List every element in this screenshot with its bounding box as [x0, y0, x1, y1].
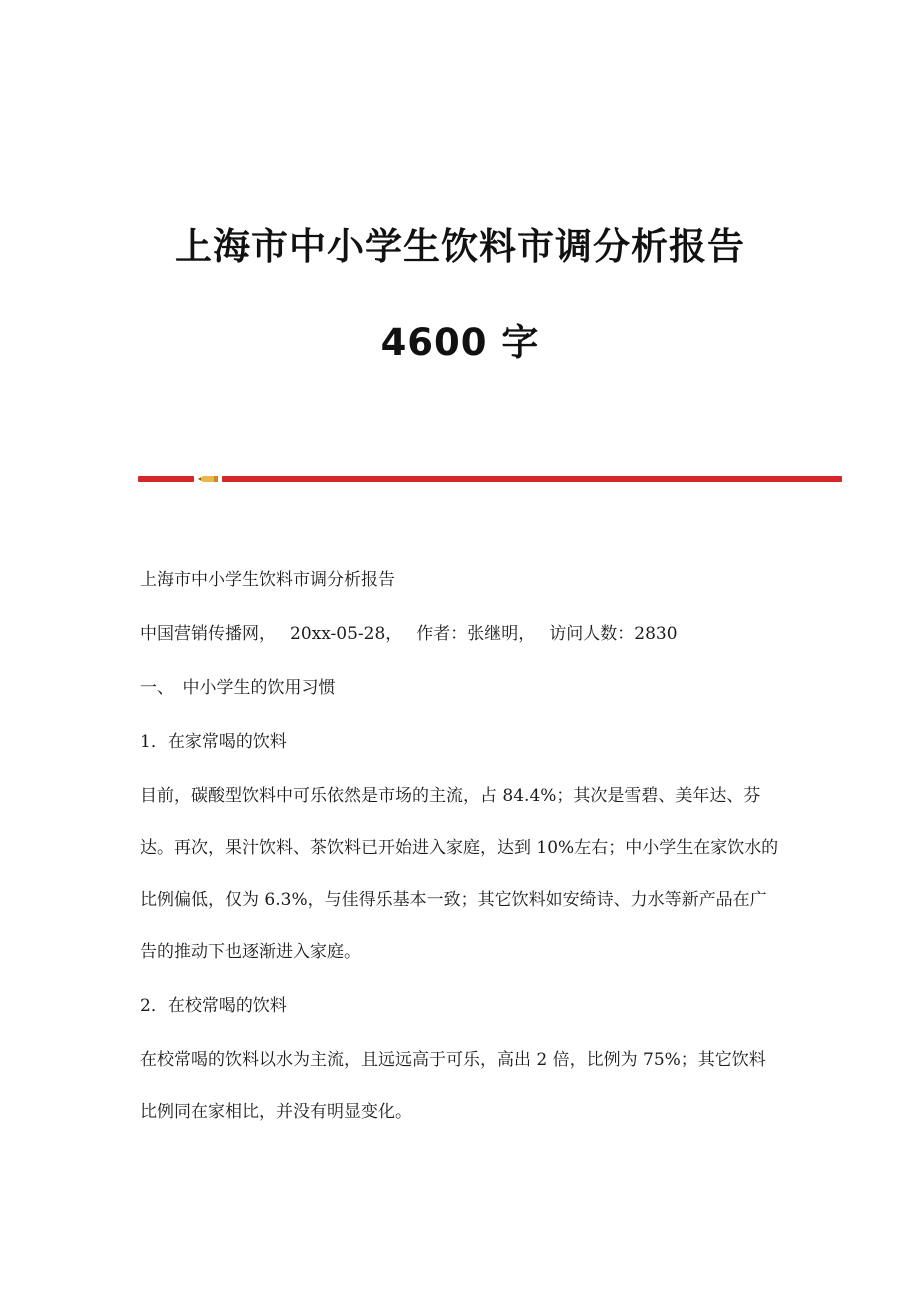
meta-source: 中国营销传播网， — [140, 624, 276, 644]
divider-right-segment — [222, 476, 842, 482]
paragraph-home-drinks: 目前，碳酸型饮料中可乐依然是市场的主流，占 84.4%；其次是雪碧、美年达、芬达。再次，果汁饮料、茶饮料已开始进入家庭，达到 10%左右；中小学生在家饮水的比例偏低，仅为 6.3%，与佳得乐基本一致；其它饮料如安绮诗、力水等新产品在广告的推动下也逐渐进入家庭。 — [140, 786, 779, 962]
doc-meta — [140, 620, 780, 648]
meta-author: 作者：张继明， — [416, 624, 536, 644]
subsection-heading-2: 2．在校常喝的饮料 — [140, 996, 287, 1016]
meta-visits: 访问人数：2830 — [549, 624, 678, 644]
page-subtitle-word-count: 4600 字 — [380, 321, 540, 364]
subsection-heading-1: 1．在家常喝的饮料 — [140, 732, 287, 752]
pencil-icon — [196, 473, 220, 485]
page-title: 上海市中小学生饮料市调分析报告 — [175, 225, 745, 268]
divider-left-segment — [138, 476, 194, 482]
doc-title: 上海市中小学生饮料市调分析报告 — [140, 570, 395, 590]
section-heading-1: 一、 中小学生的饮用习惯 — [140, 678, 336, 698]
paragraph-school-drinks: 在校常喝的饮料以水为主流，且远远高于可乐，高出 2 倍，比例为 75%；其它饮料比例同在家相比，并没有明显变化。 — [140, 1050, 766, 1122]
meta-date: 20xx-05-28， — [290, 624, 403, 644]
document-body — [140, 566, 780, 1152]
